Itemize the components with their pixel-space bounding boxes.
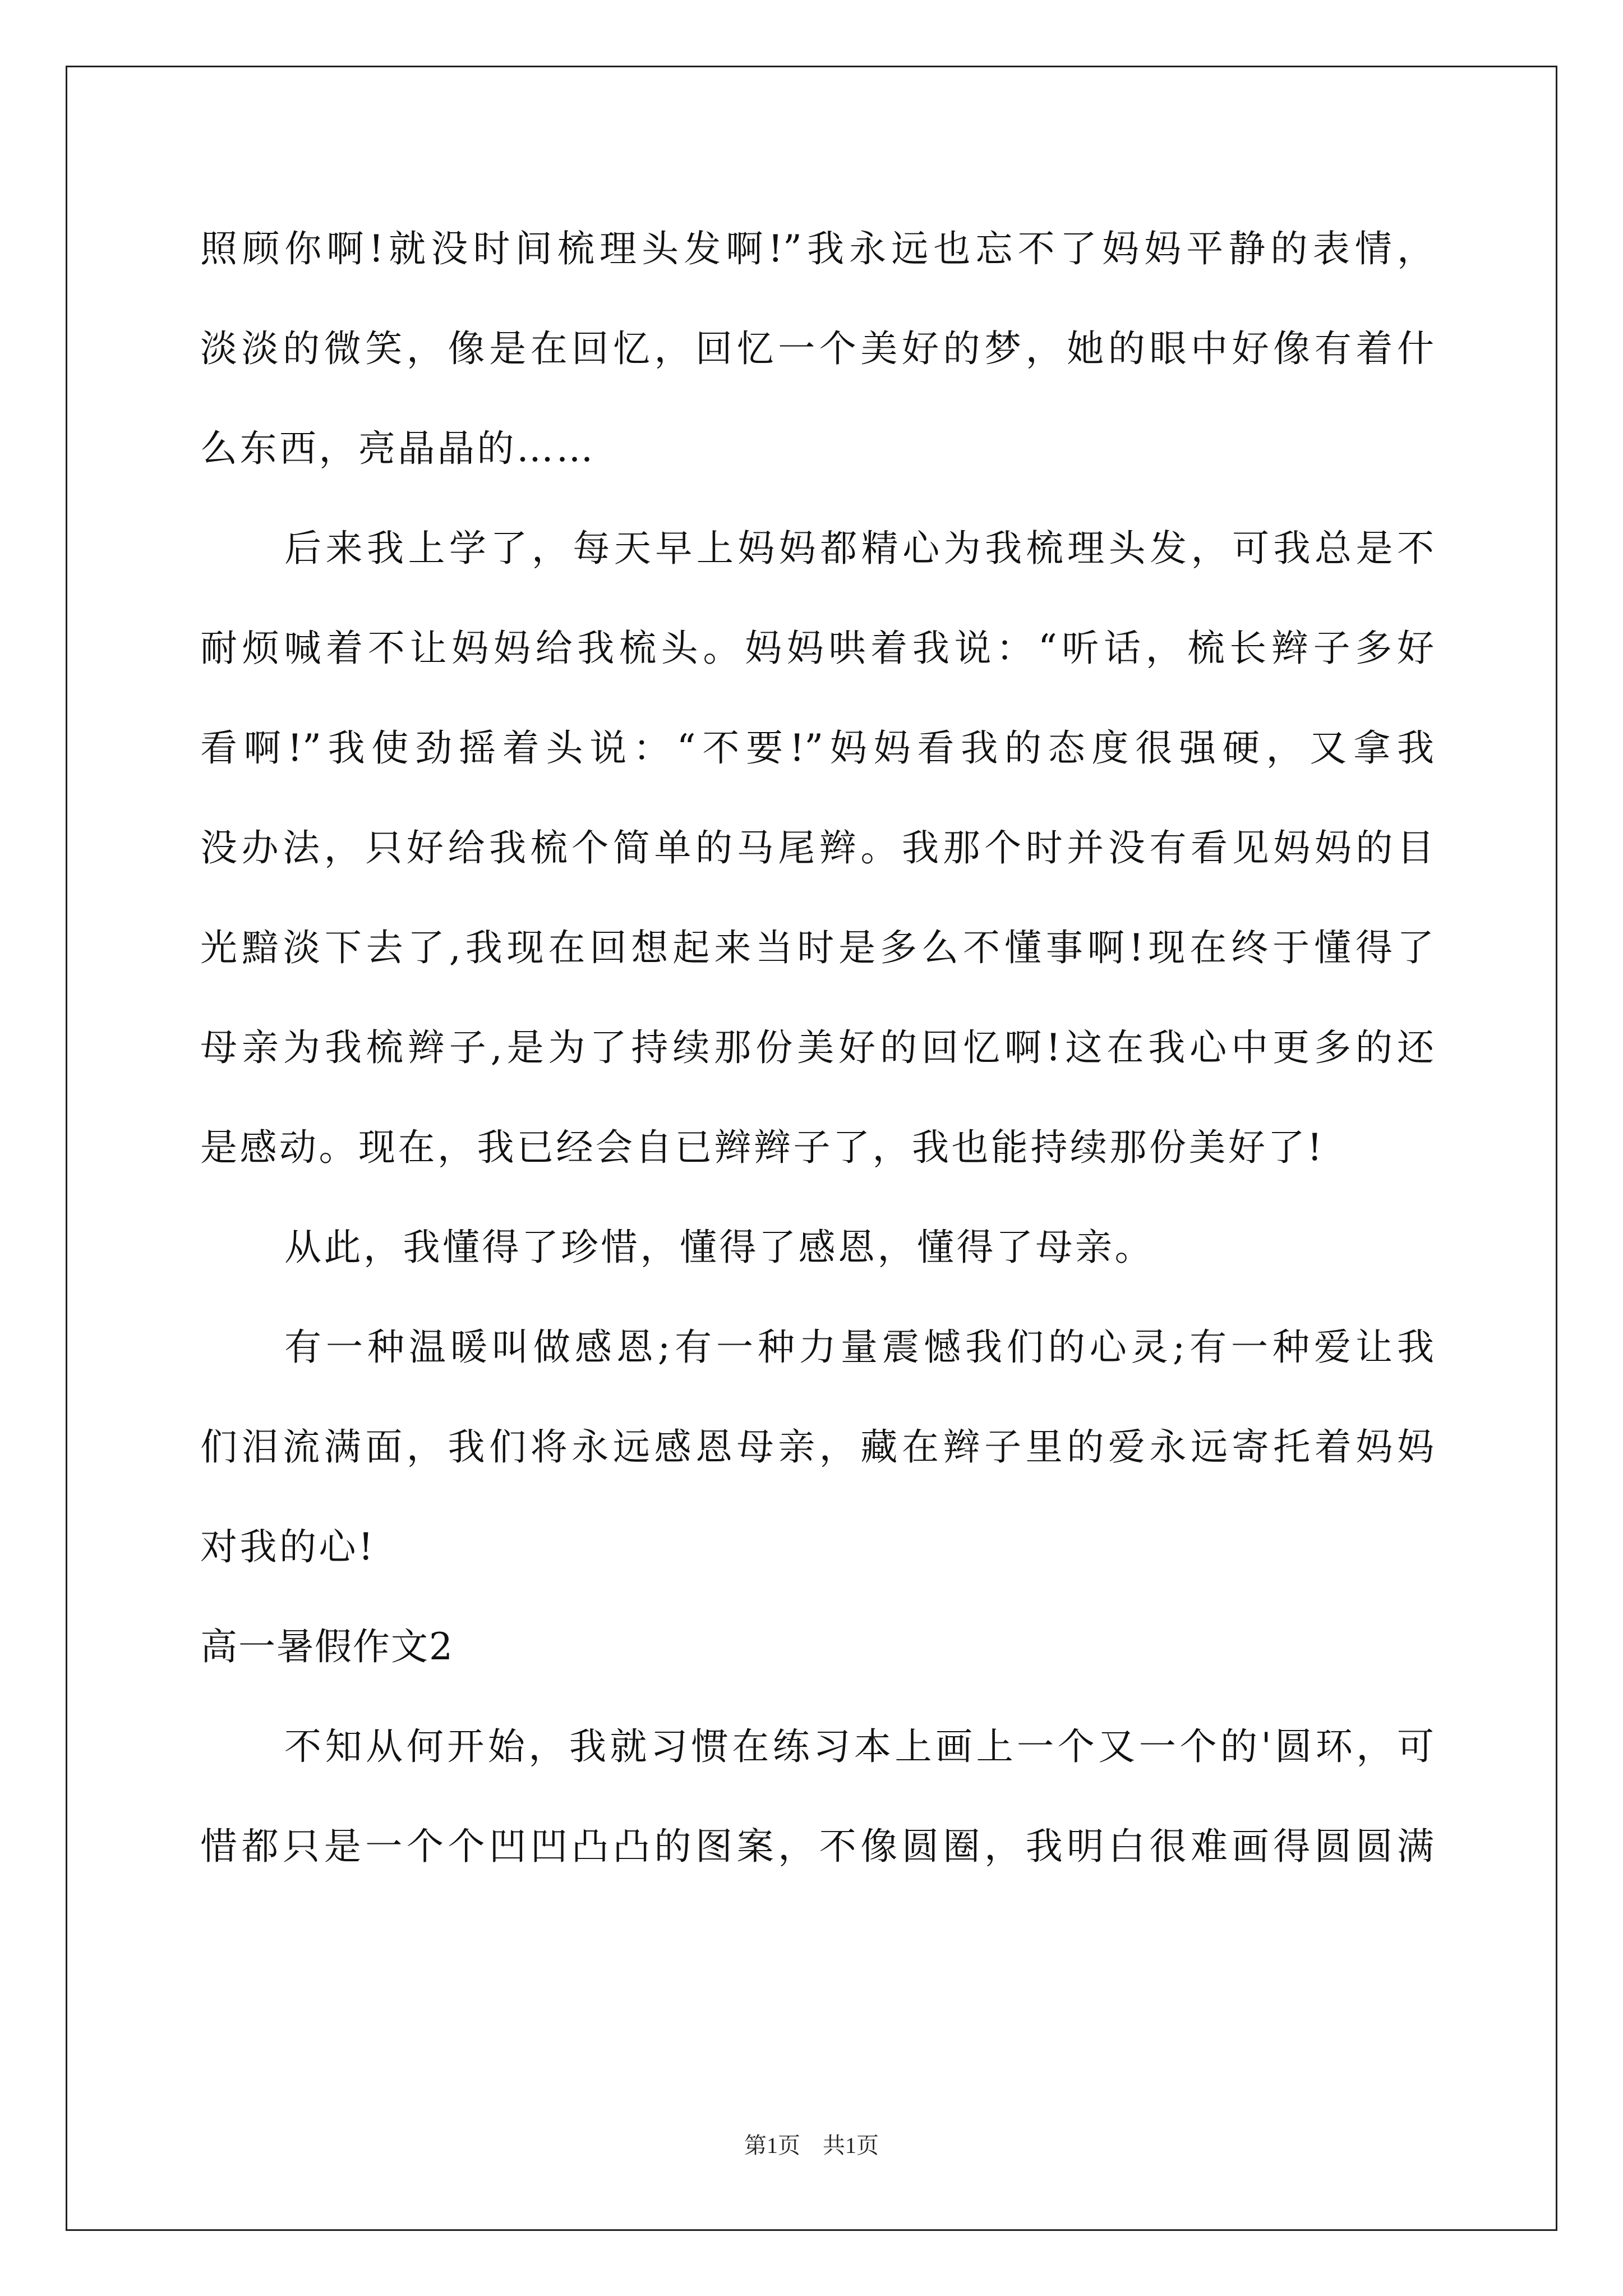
text-line: 是感动。现在，我已经会自已辫辫子了，我也能持续那份美好了! (200, 1126, 1325, 1169)
text-line: 从此，我懂得了珍惜，懂得了感恩，懂得了母亲。 (284, 1226, 1154, 1269)
text-line: 后来我上学了，每天早上妈妈都精心为我梳理头发，可我总是不 (284, 527, 1434, 570)
text-line: 看啊!”我使劲摇着头说：“不要!”妈妈看我的态度很强硬，又拿我 (200, 726, 1434, 770)
text-line: 淡淡的微笑，像是在回忆，回忆一个美好的梦，她的眼中好像有着什 (200, 327, 1434, 370)
section-heading: 高一暑假作文2 (200, 1625, 454, 1668)
text-line: 么东西，亮晶晶的…… (200, 427, 596, 470)
text-line: 母亲为我梳辫子,是为了持续那份美好的回忆啊!这在我心中更多的还 (200, 1026, 1434, 1069)
text-line: 光黯淡下去了,我现在回想起来当时是多么不懂事啊!现在终于懂得了 (200, 926, 1434, 969)
text-line: 有一种温暖叫做感恩;有一种力量震憾我们的心灵;有一种爱让我 (284, 1326, 1434, 1369)
text-line: 不知从何开始，我就习惯在练习本上画上一个又一个的'圆环，可 (284, 1725, 1434, 1768)
text-line: 没办法，只好给我梳个简单的马尾辫。我那个时并没有看见妈妈的目 (200, 826, 1434, 869)
document-body (200, 199, 1434, 1897)
text-line: 惜都只是一个个凹凹凸凸的图案，不像圆圈，我明白很难画得圆圆满 (200, 1825, 1434, 1868)
text-line: 们泪流满面，我们将永远感恩母亲，藏在辫子里的爱永远寄托着妈妈 (200, 1425, 1434, 1469)
text-line: 对我的心! (200, 1525, 376, 1568)
text-line: 照顾你啊!就没时间梳理头发啊!”我永远也忘不了妈妈平静的表情， (200, 227, 1434, 270)
text-line: 耐烦喊着不让妈妈给我梳头。妈妈哄着我说：“听话，梳长辫子多好 (200, 627, 1434, 670)
page-number: 第1页 共1页 (744, 2133, 879, 2158)
